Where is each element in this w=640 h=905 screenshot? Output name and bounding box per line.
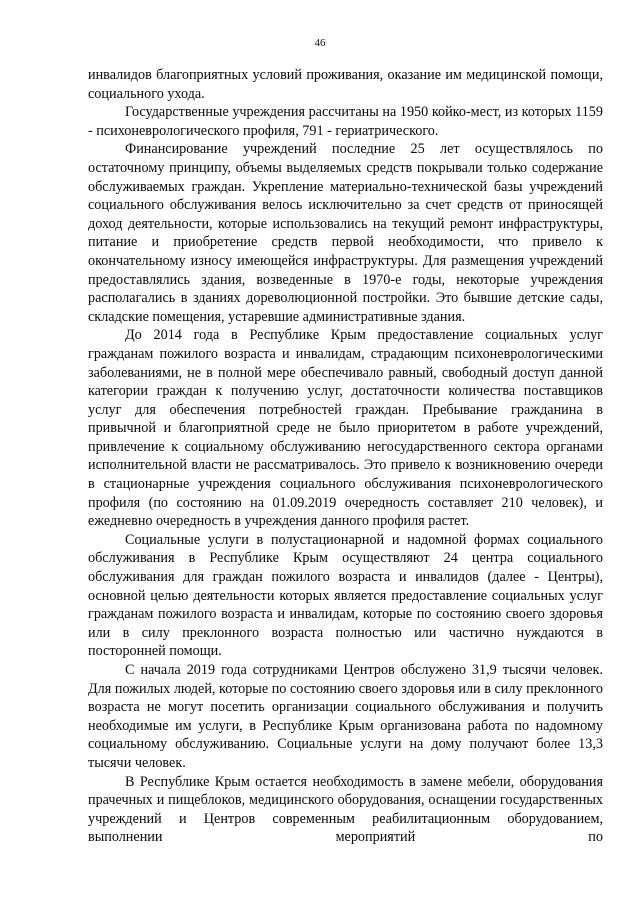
paragraph-living-conditions: инвалидов благоприятных условий проживания, оказание им медицинской помощи, социального ухода. [88,67,603,102]
paragraph-home-services: С начала 2019 года сотрудниками Центров обслужено 31,9 тысячи человек. Для пожилых людей, которые по состоянию своего здоровья или в силу преклонного возраста не могут посетить организации социального обслуживания и получить необходимые им услуги, в Республике Крым организована работа по надомному социальному обслуживанию. Социальные услуги на дому получают более 13,3 тысячи человек. [88,662,603,771]
paragraph-equipment-needs: В Республике Крым остается необходимость в замене мебели, оборудования прачечных и пищеблоков, медицинского оборудования, оснащении государственных учреждений и Центров современным реабилитационным оборудованием, выполнении мероприятий по [88,773,603,846]
document-body [88,66,603,847]
paragraph-bed-capacity: Государственные учреждения рассчитаны на 1950 койко-мест, из которых 1159 - психоневрологического профиля, 791 - гериатрического. [88,104,603,139]
paragraph-social-centers: Социальные услуги в полустационарной и надомной формах социального обслуживания в Республике Крым осуществляют 24 центра социального обслуживания для граждан пожилого возраста и инвалидов (далее - Центры), основной целью деятельности которых является предоставление социальных услуг гражданам пожилого возраста и инвалидам, которые по состоянию своего здоровья или в силу преклонного возраста полностью или частично нуждаются в посторонней помощи. [88,531,603,660]
paragraph-service-access: До 2014 года в Республике Крым предоставление социальных услуг гражданам пожилого возраста и инвалидам, страдающим психоневрологическими заболеваниями, не в полной мере обеспечивало равный, свободный доступ данной категории граждан к получению услуг, достаточности количества поставщиков услуг для обеспечения потребностей граждан. Пребывание гражданина в привычной и благоприятной среде не было приоритетом в работе учреждений, привлечение к социальному обслуживанию негосударственного сектора органами исполнительной власти не рассматривалось. Это привело к возникновению очереди в стационарные учреждения социального обслуживания психоневрологического профиля (по состоянию на 01.09.2019 очередность составляет 210 человек), и ежедневно очередность в учреждения данного профиля растет. [88,327,603,530]
paragraph-financing: Финансирование учреждений последние 25 лет осуществлялось по остаточному принципу, объемы выделяемых средств покрывали только содержание обслуживаемых граждан. Укрепление материально-технической базы учреждений социального обслуживания велось исключительно за счет средств от приносящей доход деятельности, которые использовались на текущий ремонт инфраструктуры, питание и приобретение средств первой необходимости, что привело к окончательному износу имеющейся инфраструктуры. Для размещения учреждений предоставлялись здания, возведенные в 1970-е годы, некоторые учреждения располагались в зданиях дореволюционной постройки. Это бывшие детские сады, складские помещения, устаревшие административные здания. [88,141,603,325]
page-number: 46 [314,37,326,49]
